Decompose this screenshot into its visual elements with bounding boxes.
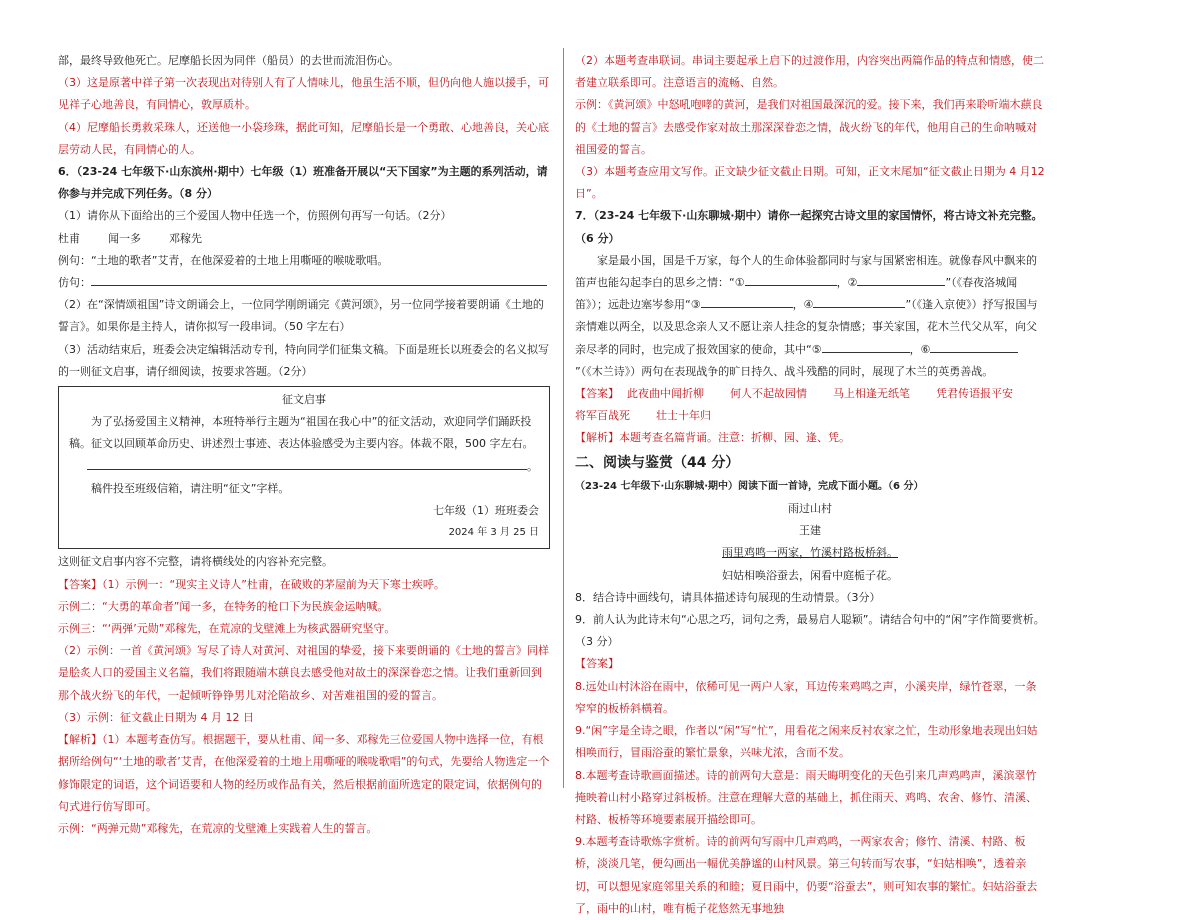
imitate-line (58, 272, 550, 294)
analysis-text: 示例：《黄河颂》中怒吼咆哮的黄河，是我们对祖国最深沉的爱。接下来，我们再来聆听端木蕻良的《土地的誓言》去感受作家对故土那深深眷恋之情，战火纷飞的年代，他用自己的生命呐喊对祖国爱的誓言。 (575, 98, 1043, 156)
q7-text: ”（《春夜洛城闻笛》）；远赴边塞岑参用“③ (575, 276, 1018, 312)
answer-text: （4）尼摩船长勇救采珠人，还送他一小袋珍珠，据此可知，尼摩船长是一个勇敢、心地善良，关心底层劳动人民，有同情心的人。 (58, 120, 549, 156)
poem-line: 妇姑相唤浴蚕去，闲看中庭栀子花。 (722, 568, 898, 582)
answer-text: 示例二：“大勇的革命者”闻一多，在特务的枪口下为民族金运呐喊。 (58, 599, 389, 613)
analysis-line (575, 427, 1045, 449)
answer-text: 9.“闲”字是全诗之眼，作者以“闲”写“忙”，用看花之闲来反衬农家之忙，生动形象地表现出妇姑相唤而行，冒雨浴蚕的繁忙景象，兴味尤浓，含而不发。 (575, 724, 1038, 760)
column-divider (563, 48, 564, 788)
analysis-text: （3）本题考查应用文写作。正文缺少征文截止日期。可知，正文末尾加“征文截止日期为 4 月12 日”。 (575, 165, 1045, 201)
q7-text: ，⑥ (909, 342, 931, 356)
question-6: 6．（23-24 七年级下·山东滨州·期中）七年级（1）班准备开展以“天下国家”为主题的系列活动，请你参与并完成下列任务。（8 分） (58, 165, 548, 201)
poem-line-underlined: 雨里鸡鸣一两家，竹溪村路板桥斜。 (722, 546, 898, 560)
question-7-body (575, 250, 1045, 383)
question-6-1: （1）请你从下面给出的三个爱国人物中任选一个，仿照例句再写一句话。（2分） (58, 209, 452, 223)
imitate-label: 仿句： (58, 276, 91, 290)
answer-item: 此夜曲中闻折柳 (627, 387, 704, 401)
notice-instruction: 这则征文启事内容不完整，请将横线处的内容补充完整。 (58, 555, 333, 569)
answer-blank[interactable] (91, 273, 547, 286)
answer-text: （3）这是原著中祥子第一次表现出对待别人有了人情味儿，他虽生活不顺，但仍向他人施以援手，可见祥子心地善良，有同情心，敦厚质朴。 (58, 76, 549, 112)
notice-box (58, 386, 550, 549)
poem-author: 王建 (799, 524, 821, 538)
text-line: 部，最终导致他死亡。尼摩船长因为同伴（船员）的去世而流泪伤心。 (58, 54, 399, 67)
notice-date: 2024 年 3 月 25 日 (448, 527, 539, 539)
period-mark: 。 (527, 459, 538, 473)
answer-tag: 【答案】 (575, 657, 619, 671)
analysis-line (58, 729, 550, 818)
question-7: 7．（23-24 七年级下·山东聊城·期中）请你一起探究古诗文里的家国情怀，将古诗文补充完整。（6 分） (575, 209, 1043, 245)
answer-blank[interactable] (813, 295, 905, 308)
answer-blank[interactable] (930, 340, 1018, 353)
person-name: 邓稼先 (168, 231, 202, 245)
q7-text: ”（《木兰诗》）两句在表现战争的旷日持久、战斗残酷的同时，展现了木兰的英勇善战。 (575, 364, 994, 378)
analysis-text: （2）本题考查串联词。串词主要起承上启下的过渡作用，内容突出两篇作品的特点和情感，使二者建立联系即可。注意语言的流畅、自然。 (575, 54, 1044, 90)
answer-text: （3）示例：征文截止日期为 4 月 12 日 (58, 710, 254, 724)
answer-text: 示例三：“‘两弹’元勋”邓稼先，在荒凉的戈壁滩上为核武器研究坚守。 (58, 622, 396, 636)
notice-title: 征文启事 (282, 393, 326, 407)
analysis-text: （1）本题考查仿写。根据题干，要从杜甫、闻一多、邓稼先三位爱国人物中选择一位，有根据所给例句“‘土地的歌者’艾青，在他深爱着的土地上用嘶哑的喉咙歌唱”的句式，先要给人物选定一个修饰限定的词语，这个词语要和人物的经历或作品有关，然后根据前面所选定的限定词，依据例句的句式进行仿写即可。 (58, 733, 550, 813)
notice-blank-line (69, 456, 539, 478)
answer-item: 壮士十年归 (656, 409, 711, 423)
notice-submit: 稿件投至班级信箱，请注明“征文”字样。 (91, 481, 290, 495)
analysis-tag: 【解析】 (58, 733, 102, 747)
q7-text: ，② (836, 276, 858, 290)
answer-blank[interactable] (745, 273, 837, 286)
answer-item: 何人不起故园情 (730, 387, 807, 401)
answer-text: （1）示例一：“现实主义诗人”杜甫，在破败的茅屋前为天下寒士疾呼。 (102, 577, 445, 591)
left-column (58, 50, 550, 840)
answer-blank[interactable] (822, 340, 910, 353)
notice-body: 为了弘扬爱国主义精神，本班特举行主题为“祖国在我心中”的征文活动，欢迎同学们踊跃投稿。征文以回顾革命历史、讲述烈士事迹、表达体验感受为主要内容。体裁不限，500 字左右。 (69, 415, 534, 451)
section-heading: 二、阅读与鉴赏（44 分） (575, 454, 740, 471)
q7-text: 家是最小国，国是千万家，每个人的生命体验都同时与家与国紧密相连。就像春风中飘来的笛声也能勾起李白的思乡之情：“① (575, 253, 1037, 290)
question-9: 9．前人认为此诗末句“心思之巧，词句之秀，最易启人聪颖”。请结合句中的“闲”字作简要赏析。（3 分） (575, 613, 1045, 649)
right-column (575, 50, 1045, 920)
q7-text: ，④ (792, 298, 814, 312)
person-name: 杜甫 (58, 231, 80, 245)
answer-text: 8.远处山村沐浴在雨中，依稀可见一两户人家，耳边传来鸡鸣之声，小溪夹岸，绿竹苍翠，一条窄窄的板桥斜横着。 (575, 679, 1037, 715)
people-list (58, 228, 550, 250)
answer-text: （2）示例：一首《黄河颂》写尽了诗人对黄河、对祖国的挚爱，接下来要朗诵的《土地的誓言》同样是脍炙人口的爱国主义名篇，我们将跟随端木蕻良去感受他对故土的深深眷恋之情。让我们重新回到那个战火纷飞的年代，一起倾听铮铮男儿对沦陷故乡、对苦难祖国的爱的誓言。 (58, 644, 549, 702)
example-sentence: 例句：“土地的歌者”艾青，在他深爱着的土地上用嘶哑的喉咙歌唱。 (58, 253, 389, 267)
analysis-tag: 【解析】 (575, 431, 619, 445)
answer-item: 凭君传语报平安 (936, 387, 1013, 401)
poem-question: （23-24 七年级下·山东聊城·期中）阅读下面一首诗，完成下面小题。（6 分） (575, 480, 924, 492)
question-6-2: （2）在“深情颂祖国”诗文朗诵会上，一位同学刚朗诵完《黄河颂》，另一位同学接着要朗诵《土地的誓言》。如果你是主持人，请你拟写一段串词。（50 字左右） (58, 298, 544, 334)
analysis-text: 本题考查名篇背诵。注意：折柳、园、逢、凭。 (619, 431, 850, 445)
analysis-text: 9.本题考查诗歌炼字赏析。诗的前两句写雨中几声鸡鸣，一两家农舍；修竹、清溪、村路、板桥，淡淡几笔，便勾画出一幅优美静谧的山村风景。第三句转而写农事，“妇姑相唤”，透着亲切，可以想见家庭邻里关系的和睦；夏日雨中，仍要“浴蚕去”，则可知农事的繁忙。妇姑浴蚕去了，雨中的山村，唯有栀子花悠然无事地独 (575, 835, 1038, 915)
answer-item: 马上相逢无纸笔 (833, 387, 910, 401)
notice-signature: 七年级（1）班班委会 (433, 504, 539, 518)
question-8: 8．结合诗中画线句，请具体描述诗句展现的生动情景。（3分） (575, 590, 881, 604)
answer-tag: 【答案】 (58, 577, 102, 591)
answer-blank[interactable] (857, 273, 945, 286)
answer-tag: 【答案】 (575, 387, 619, 401)
analysis-text: 示例：“两弹元勋”邓稼先，在荒凉的戈壁滩上实践着人生的誓言。 (58, 821, 378, 835)
answer-item: 将军百战死 (575, 409, 630, 423)
q7-text: ”（《逢入京使》）抒写报国与亲情难以两全，以及思念亲人又不愿让亲人挂念的复杂情感；事关家国，花木兰代父从军，向父亲尽孝的同时，也完成了报效国家的使命，其中“⑤ (575, 298, 1038, 356)
analysis-text: 8.本题考查诗歌画面描述。诗的前两句大意是：雨天晦明变化的天色引来几声鸡鸣声，溪滨翠竹掩映着山村小路穿过斜板桥。注意在理解大意的基础上，抓住雨天、鸡鸣、农舍、修竹、清溪、村路、板桥等环境要素展开描绘即可。 (575, 768, 1037, 826)
answer-line (58, 574, 550, 596)
poem-title: 雨过山村 (788, 502, 832, 516)
answer-blank[interactable] (87, 457, 527, 470)
person-name: 闻一多 (107, 231, 141, 245)
answer-line (575, 383, 1045, 427)
answer-blank[interactable] (701, 295, 793, 308)
question-6-3: （3）活动结束后，班委会决定编辑活动专刊，特向同学们征集文稿。下面是班长以班委会的名义拟写的一则征文启事，请仔细阅读，按要求答题。（2分） (58, 342, 549, 378)
